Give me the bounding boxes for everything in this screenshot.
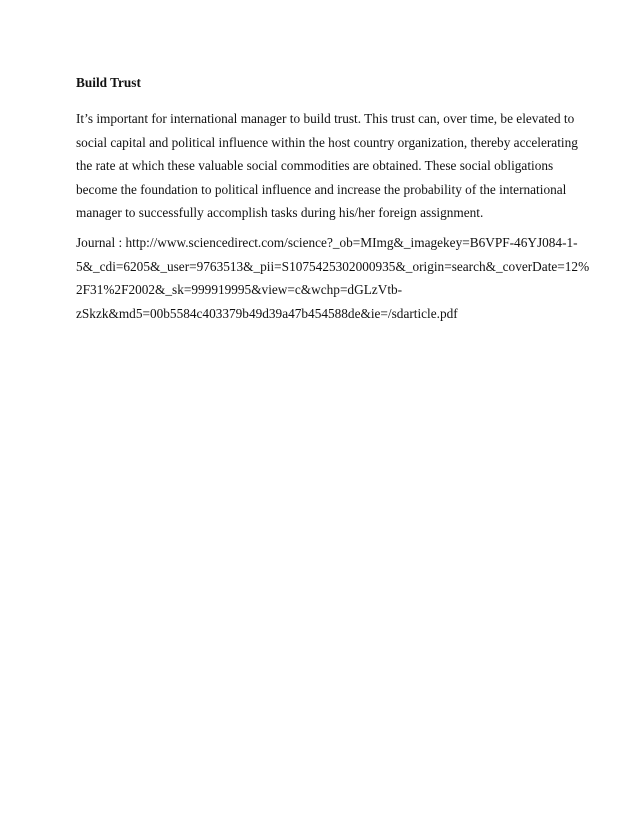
paragraph-line: become the foundation to political influence and increase the probability of the international (76, 181, 567, 197)
journal-reference (76, 231, 590, 325)
journal-line: 2F31%2F2002&_sk=999919995&view=c&wchp=dGLzVtb- (76, 282, 403, 298)
journal-line: 5&_cdi=6205&_user=9763513&_pii=S1075425302000935&_origin=search&_coverDate=12% (76, 258, 590, 274)
paragraph-line: social capital and political influence within the host country organization, thereby accelerating (76, 134, 578, 150)
paragraph-line: manager to successfully accomplish tasks during his/her foreign assignment. (76, 205, 484, 221)
paragraph-line: It’s important for international manager to build trust. This trust can, over time, be elevated to (76, 111, 575, 126)
body-paragraph (76, 107, 578, 225)
document-content (76, 71, 590, 331)
section-heading: Build Trust (76, 75, 141, 90)
journal-line: Journal : http://www.sciencedirect.com/science?_ob=MImg&_imagekey=B6VPF-46YJ084-1- (76, 234, 578, 250)
paragraph-line: the rate at which these valuable social commodities are obtained. These social obligations (76, 158, 554, 174)
journal-line: zSkzk&md5=00b5584c403379b49d39a47b454588de&ie=/sdarticle.pdf (76, 305, 458, 321)
